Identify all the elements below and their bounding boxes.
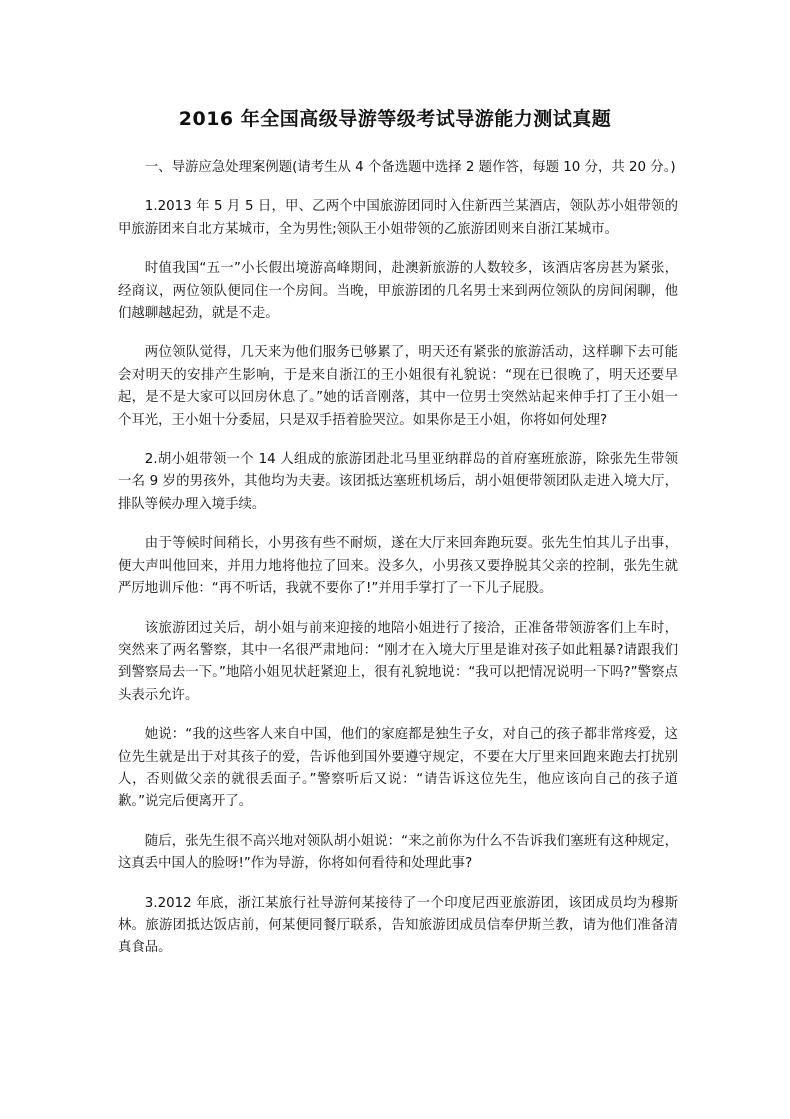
case-2-paragraph: 她说：“我的这些客人来自中国，他们的家庭都是独生子女，对自己的孩子都非常疼爱，这位先生就是出于对其孩子的爱，告诉他到国外要遵守规定，不要在大厅里来回跑来跑去打扰别人，否则做父亲的就很丢面子。”警察听后又说：“请告诉这位先生，他应该向自己的孩子道歉。”说完后便离开了。 — [118, 727, 678, 810]
case-2-intro: 2.胡小姐带领一个 14 人组成的旅游团赴北马里亚纳群岛的首府塞班旅游，除张先生带领一名 9 岁的男孩外，其他均为夫妻。该团抵达塞班机场后，胡小姐便带领团队走进入境大厅，排队等候办理入境手续。 — [118, 452, 678, 512]
case-1-question: 两位领队觉得，几天来为他们服务已够累了，明天还有紧张的旅游活动，这样聊下去可能会对明天的安排产生影响，于是来自浙江的王小姐很有礼貌说：“现在已很晚了，明天还要早起，是不是大家可以回房休息了。”她的话音刚落，其中一位男士突然站起来伸手打了王小姐一个耳光，王小姐十分委屈，只是双手捂着脸哭泣。如果你是王小姐，你将如何处理? — [118, 345, 678, 428]
document-title: 2016 年全国高级导游等级考试导游能力测试真题 — [178, 108, 612, 130]
document-body — [118, 157, 678, 977]
case-1-paragraph: 时值我国“五一”小长假出境游高峰期间，赴澳新旅游的人数较多，该酒店客房甚为紧张，经商议，两位领队便同住一个房间。当晚，甲旅游团的几名男士来到两位领队的房间闲聊，他们越聊越起劲，就是不走。 — [118, 261, 678, 322]
case-2-question: 随后，张先生很不高兴地对领队胡小姐说：“来之前你为什么不告诉我们塞班有这种规定，这真丢中国人的脸呀!”作为导游，你将如何看待和处理此事? — [118, 833, 678, 872]
section-heading: 一、导游应急处理案例题(请考生从 4 个备选题中选择 2 题作答，每题 10 分，共 20 分。) — [144, 160, 676, 175]
case-2-paragraph: 该旅游团过关后，胡小姐与前来迎接的地陪小姐进行了接洽，正准备带领游客们上车时，突然来了两名警察，其中一名很严肃地问：“刚才在入境大厅里是谁对孩子如此粗暴?请跟我们到警察局去一下。”地陪小姐见状赶紧迎上，很有礼貌地说：“我可以把情况说明一下吗?”警察点头表示允许。 — [118, 620, 678, 703]
case-1-intro: 1.2013 年 5 月 5 日，甲、乙两个中国旅游团同时入住新西兰某酒店，领队苏小姐带领的甲旅游团来自北方某城市，全为男性;领队王小姐带领的乙旅游团则来自浙江某城市。 — [118, 199, 678, 237]
case-2-paragraph: 由于等候时间稍长，小男孩有些不耐烦，遂在大厅来回奔跑玩耍。张先生怕其儿子出事，便大声叫他回来，并用力地将他拉了回来。没多久，小男孩又要挣脱其父亲的控制，张先生就严厉地训斥他：“再不听话，我就不要你了!”并用手掌打了一下儿子屁股。 — [118, 536, 678, 597]
case-3-intro: 3.2012 年底，浙江某旅行社导游何某接待了一个印度尼西亚旅游团，该团成员均为穆斯林。旅游团抵达饭店前，何某便同餐厅联系，告知旅游团成员信奉伊斯兰教，请为他们准备清真食品。 — [118, 895, 678, 956]
